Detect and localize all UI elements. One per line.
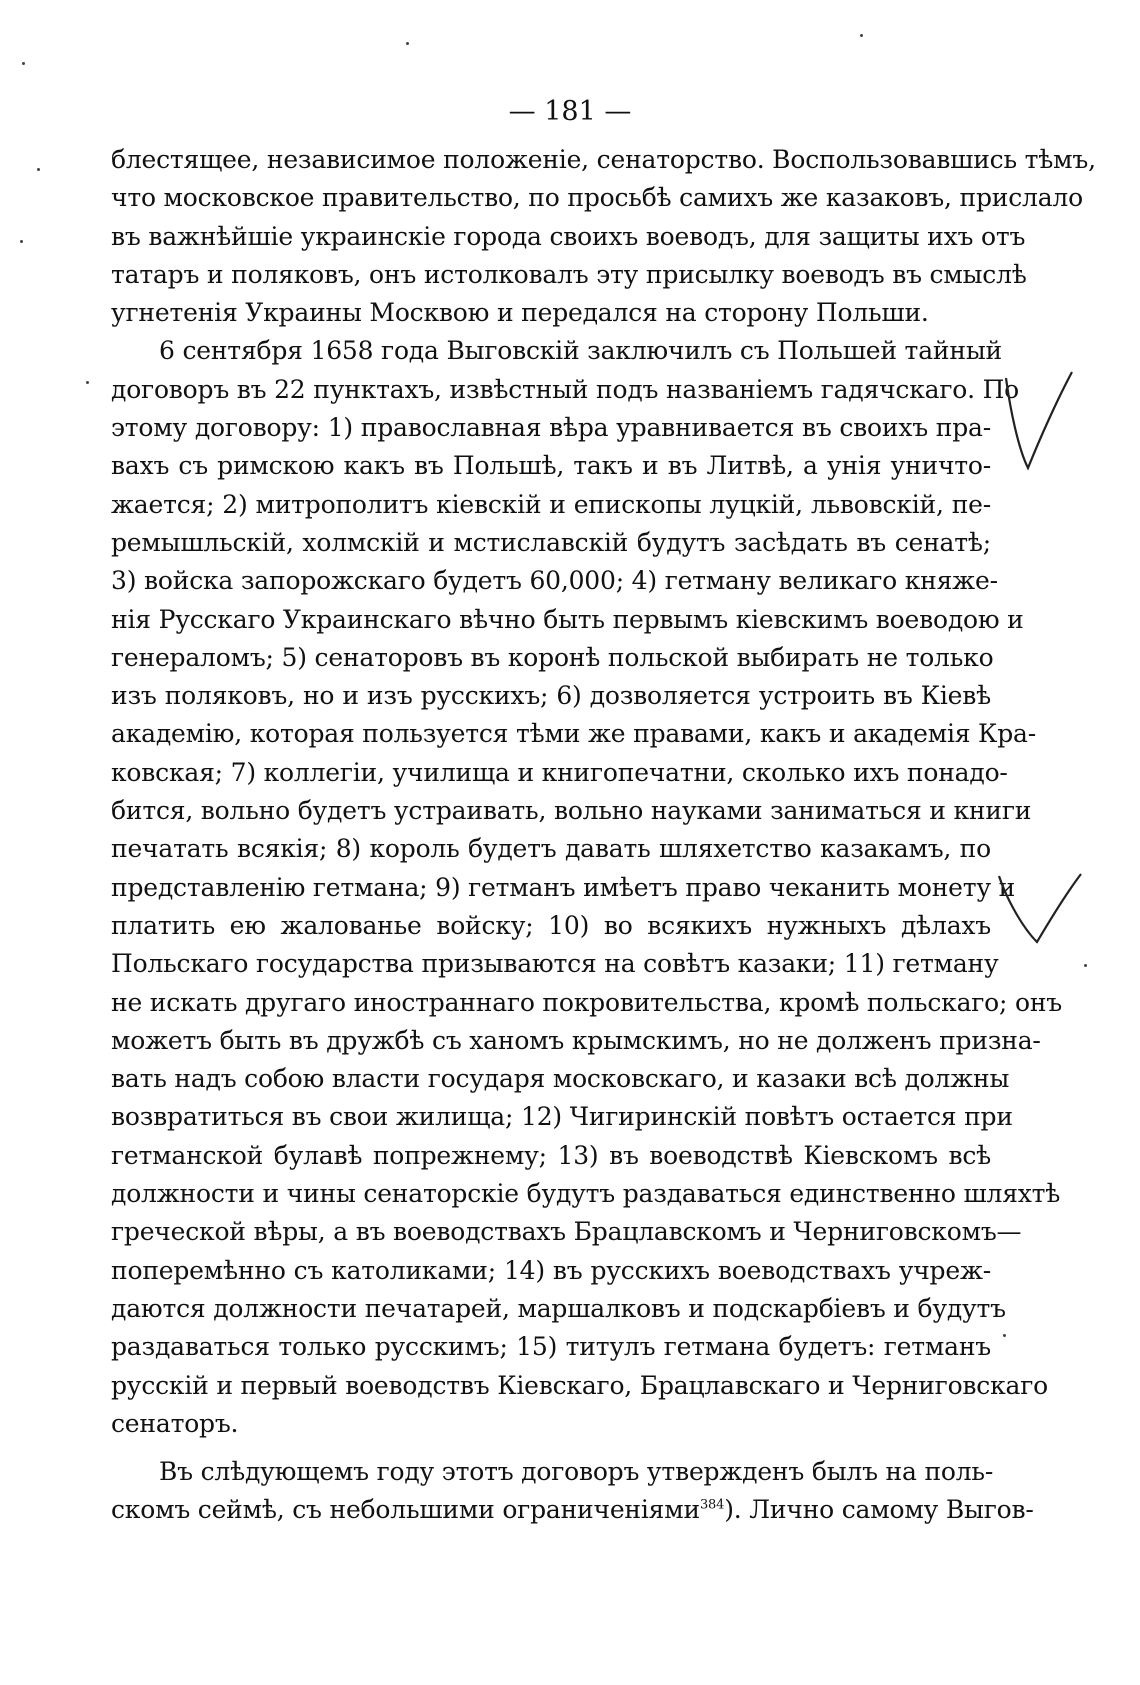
text-line: ковская; 7) коллегіи, училища и книгопечатни, сколько ихъ понадо- bbox=[111, 757, 1008, 787]
text-line: платить ею жалованье войску; 10) во всякихъ нужныхъ дѣлахъ bbox=[111, 910, 991, 940]
scan-speck bbox=[86, 381, 89, 384]
text-segment: ). Лично самому Выгов- bbox=[724, 1495, 1034, 1525]
text-line: договоръ въ 22 пунктахъ, извѣстный подъ названіемъ гадячскаго. По bbox=[111, 374, 1020, 404]
checkmark-icon bbox=[1000, 368, 1080, 478]
text-line: можетъ быть въ дружбѣ съ ханомъ крымскимъ, но не долженъ призна- bbox=[111, 1025, 1041, 1055]
text-line: жается; 2) митрополитъ кіевскій и епископы луцкій, львовскій, пе- bbox=[111, 489, 991, 519]
text-line: не искать другаго иностраннаго покровительства, кромѣ польскаго; онъ bbox=[111, 987, 1063, 1017]
text-line: греческой вѣры, а въ воеводствахъ Брацлавскомъ и Черниговскомъ— bbox=[111, 1217, 1022, 1247]
paragraph bbox=[111, 1453, 1034, 1530]
text-line: что московское правительство, по просьбѣ самихъ же казаковъ, прислало bbox=[111, 183, 1083, 213]
text-line: сенаторъ. bbox=[111, 1408, 239, 1438]
text-line: гетманской булавѣ попрежнему; 13) въ воеводствѣ Кіевскомъ всѣ bbox=[111, 1140, 991, 1170]
text-line: русскій и первый воеводствъ Кіевскаго, Брацлавскаго и Черниговскаго bbox=[111, 1370, 1048, 1400]
text-line: въ важнѣйшіе украинскіе города своихъ воеводъ, для защиты ихъ отъ bbox=[111, 221, 1026, 251]
page-number: — 181 — bbox=[508, 96, 632, 127]
text-line: изъ поляковъ, но и изъ русскихъ; 6) дозволяется устроить въ Кіевѣ bbox=[111, 681, 991, 711]
text-line: печатать всякія; 8) король будетъ давать шляхетство казакамъ, по bbox=[111, 834, 991, 864]
scan-speck bbox=[406, 42, 409, 45]
text-line: вать надъ собою власти государя московскаго, и казаки всѣ должны bbox=[111, 1064, 1010, 1094]
text-line: раздаваться только русскимъ; 15) титулъ гетмана будетъ: гетманъ bbox=[111, 1332, 991, 1362]
text-line: генераломъ; 5) сенаторовъ въ коронѣ польской выбирать не только bbox=[111, 642, 994, 672]
text-line: нія Русскаго Украинскаго вѣчно быть первымъ кіевскимъ воеводою и bbox=[111, 604, 1024, 634]
text-line: вахъ съ римскою какъ въ Польшѣ, такъ и въ Литвѣ, а унія уничто- bbox=[111, 451, 991, 481]
checkmark-icon bbox=[995, 870, 1085, 950]
text-line: Въ слѣдующемъ году этотъ договоръ утвержденъ былъ на поль- bbox=[159, 1457, 994, 1487]
text-line: поперемѣнно съ католиками; 14) въ русскихъ воеводствахъ учреж- bbox=[111, 1255, 991, 1285]
scan-speck bbox=[20, 240, 23, 243]
text-line-with-footnote bbox=[111, 1491, 1034, 1529]
text-line: академію, которая пользуется тѣми же правами, какъ и академія Кра- bbox=[111, 719, 1036, 749]
scan-speck bbox=[22, 62, 25, 65]
text-line: должности и чины сенаторскіе будутъ раздаваться единственно шляхтѣ bbox=[111, 1179, 1061, 1209]
text-line: татаръ и поляковъ, онъ истолковалъ эту присылку воеводъ въ смыслѣ bbox=[111, 259, 1027, 289]
text-line: даются должности печатарей, маршалковъ и подскарбіевъ и будутъ bbox=[111, 1293, 1006, 1323]
text-line: угнетенія Украины Москвою и передался на сторону Польши. bbox=[111, 298, 929, 328]
paragraph-gap bbox=[111, 1443, 991, 1453]
scan-speck bbox=[1003, 1334, 1006, 1337]
text-line: этому договору: 1) православная вѣра уравнивается въ своихъ пра- bbox=[111, 413, 991, 443]
text-line: бится, вольно будетъ устраивать, вольно науками заниматься и книги bbox=[111, 796, 1032, 826]
text-segment: скомъ сеймѣ, съ небольшими ограниченіями bbox=[111, 1495, 700, 1525]
scan-speck bbox=[1084, 964, 1087, 967]
text-line: блестящее, независимое положеніе, сенаторство. Воспользовавшись тѣмъ, bbox=[111, 145, 1096, 174]
scan-speck bbox=[860, 34, 863, 37]
footnote-reference[interactable]: 384 bbox=[699, 1498, 725, 1514]
text-line: Польскаго государства призываются на совѣтъ казаки; 11) гетману bbox=[111, 949, 999, 979]
body-text bbox=[111, 141, 1096, 1530]
text-line: 3) войска запорожскаго будетъ 60,000; 4) гетману великаго княже- bbox=[111, 566, 998, 596]
scan-speck bbox=[37, 168, 40, 171]
text-line: представленію гетмана; 9) гетманъ имѣетъ право чеканить монету и bbox=[111, 872, 1016, 902]
paragraph bbox=[111, 332, 1063, 1443]
paragraph bbox=[111, 141, 1096, 332]
text-line: 6 сентября 1658 года Выговскій заключилъ съ Польшей тайный bbox=[159, 336, 1002, 366]
text-line: возвратиться въ свои жилища; 12) Чигиринскій повѣтъ остается при bbox=[111, 1102, 1013, 1132]
text-line: ремышльскій, холмскій и мстиславскій будутъ засѣдать въ сенатѣ; bbox=[111, 527, 991, 557]
